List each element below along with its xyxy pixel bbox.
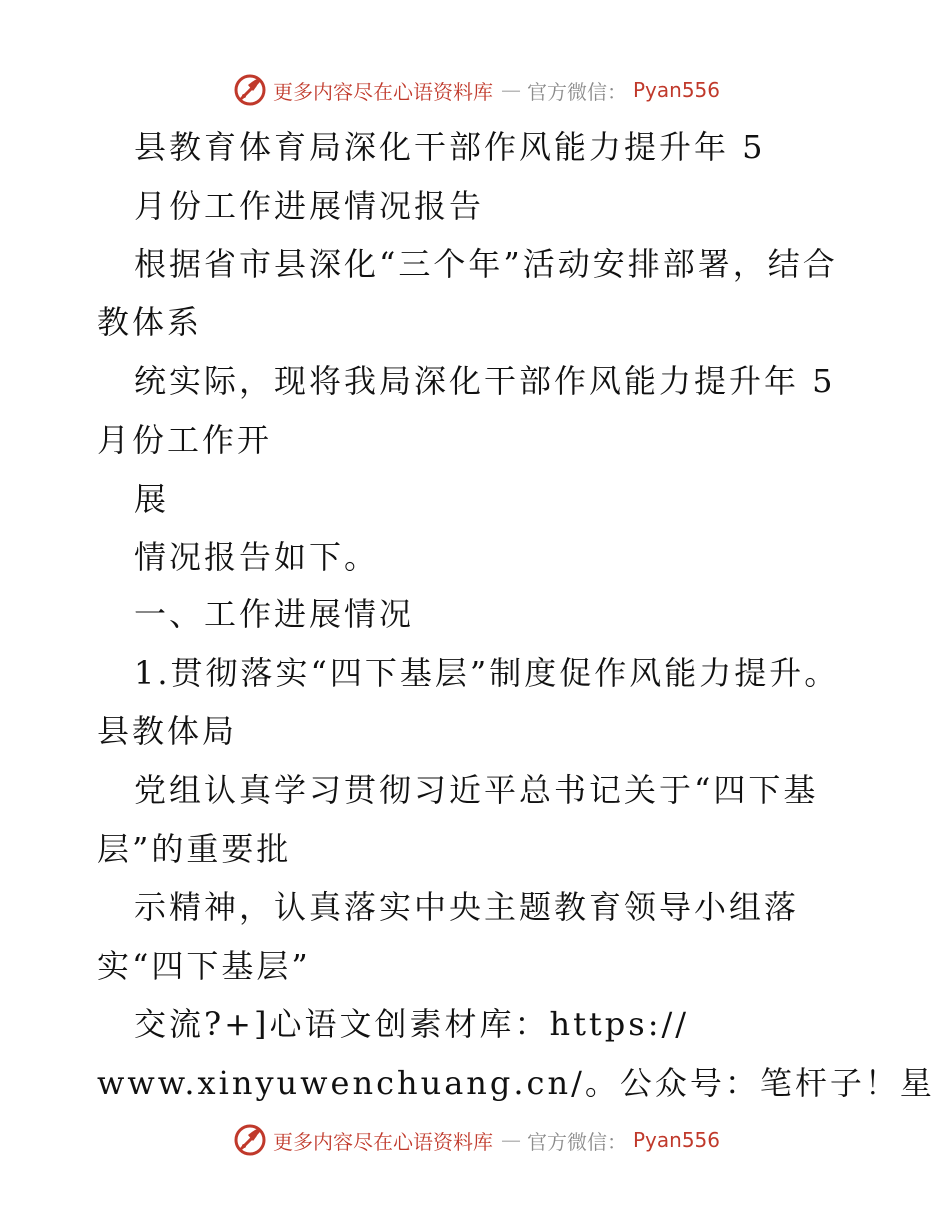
paragraph-line: 交流?+]心语文创素材库：https:// [134,1005,690,1043]
header-watermark [233,71,720,109]
quill-logo-icon [233,1123,267,1157]
paragraph-line: 党组认真学习贯彻习近平总书记关于“四下基 [134,771,819,809]
paragraph-line: 教体系 [97,303,203,341]
paragraph-line: 展 [134,480,170,518]
paragraph-line: 统实际，现将我局深化干部作风能力提升年 5 [134,362,836,400]
watermark-separator: — [501,78,519,102]
paragraph-line: 实“四下基层” [97,947,311,985]
footer-watermark [233,1121,720,1159]
quill-logo-icon [233,73,267,107]
paragraph-line: www.xinyuwenchuang.cn/。公众号：笔杆子！星 [97,1064,935,1102]
watermark-wechat-id: Pyan556 [633,78,721,102]
paragraph-line: 月份工作开 [97,421,273,459]
watermark-separator: — [501,1128,519,1152]
watermark-wechat-label: 官方微信： [527,79,627,104]
watermark-wechat-label: 官方微信： [527,1129,627,1154]
document-title-line: 县教育体育局深化干部作风能力提升年 5 [134,128,766,166]
watermark-wechat-id: Pyan556 [633,1128,721,1152]
watermark-text: 更多内容尽在心语资料库 [273,1129,493,1154]
paragraph-line: 层”的重要批 [97,830,292,868]
paragraph-line: 县教体局 [97,712,238,750]
paragraph-line: 示精神，认真落实中央主题教育领导小组落 [134,888,800,926]
paragraph-line: 根据省市县深化“三个年”活动安排部署，结合 [134,245,838,283]
section-heading: 一、工作进展情况 [134,595,415,633]
document-title-line: 月份工作进展情况报告 [134,187,485,225]
paragraph-line: 1.贯彻落实“四下基层”制度促作风能力提升。 [134,654,840,692]
paragraph-line: 情况报告如下。 [134,538,380,576]
watermark-text: 更多内容尽在心语资料库 [273,79,493,104]
